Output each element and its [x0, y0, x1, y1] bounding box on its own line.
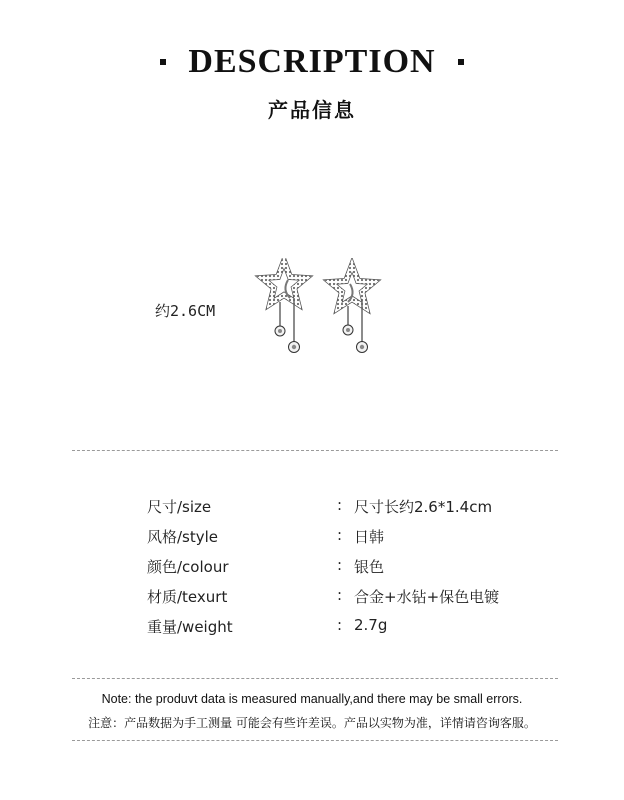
divider-middle: [72, 678, 558, 679]
spec-colon: :: [337, 556, 343, 574]
spec-colon: :: [337, 526, 343, 544]
star-earrings-icon: [248, 258, 388, 363]
spec-colon: :: [337, 616, 343, 634]
spec-row-size: [0, 496, 624, 526]
title-row: [0, 40, 624, 84]
spec-value: 银色: [354, 558, 385, 576]
spec-row-weight: [0, 616, 624, 646]
note-english: Note: the produvt data is measured manually,and there may be small errors.: [101, 692, 523, 706]
size-label: 约2.6CM: [155, 302, 216, 320]
spec-key: 风格/style: [147, 528, 219, 546]
spec-key: 材质/texurt: [147, 588, 228, 606]
page-title: DESCRIPTION: [188, 43, 436, 80]
right-earring: [330, 265, 374, 353]
spec-colon: :: [337, 586, 343, 604]
spec-row-material: [0, 586, 624, 616]
spec-value: 日韩: [354, 528, 385, 546]
spec-row-style: [0, 526, 624, 556]
spec-value: 合金+水钻+保色电镀: [354, 588, 500, 606]
divider-bottom: [72, 740, 558, 741]
right-bullet: [458, 59, 464, 65]
spec-row-colour: [0, 556, 624, 586]
spec-value: 2.7g: [354, 616, 388, 634]
spec-colon: :: [337, 496, 343, 514]
note-chinese: 注意：产品数据为手工测量 可能会有些许差误。产品以实物为准，详情请咨询客服。: [88, 716, 536, 730]
spec-key: 尺寸/size: [147, 498, 212, 516]
left-earring: [262, 261, 306, 353]
left-bullet: [160, 59, 166, 65]
spec-key: 重量/weight: [147, 618, 233, 636]
divider-top: [72, 450, 558, 451]
spec-value: 尺寸长约2.6*1.4cm: [354, 498, 493, 516]
spec-key: 颜色/colour: [147, 558, 229, 576]
page-subtitle: 产品信息: [268, 98, 356, 122]
